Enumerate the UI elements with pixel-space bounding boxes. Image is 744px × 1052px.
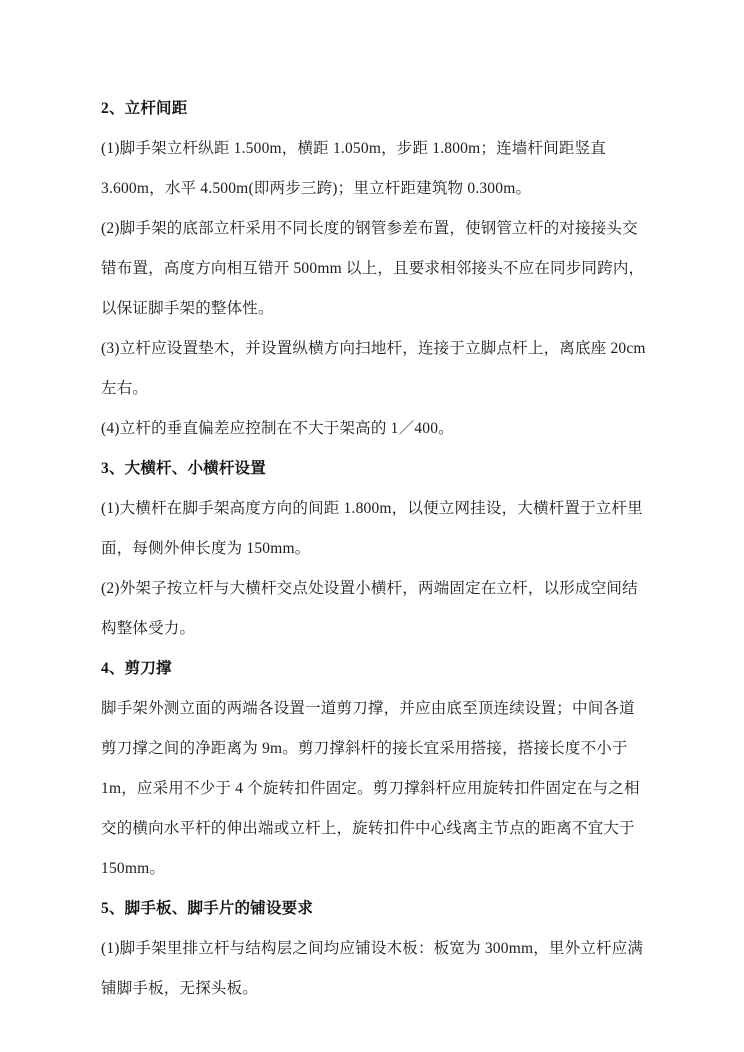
- body-paragraph: (1)脚手架里排立杆与结构层之间均应铺设木板：板宽为 300mm，里外立杆应满铺脚手板，无探头板。: [101, 940, 644, 997]
- section-heading: 5、脚手板、脚手片的铺设要求: [101, 900, 314, 917]
- body-paragraph: (2)脚手架的底部立杆采用不同长度的钢管参差布置，使钢管立杆的对接接头交错布置，高度方向相互错开 500mm 以上，且要求相邻接头不应在同步同跨内，以保证脚手架的整体性。: [101, 220, 645, 317]
- body-paragraph: (1)脚手架立杆纵距 1.500m，横距 1.050m，步距 1.800m；连墙杆间距竖直3.600m，水平 4.500m(即两步三跨)；里立杆距建筑物 0.300m。: [101, 140, 606, 197]
- body-paragraph: 脚手架外测立面的两端各设置一道剪刀撑，并应由底至顶连续设置；中间各道剪刀撑之间的净距离为 9m。剪刀撑斜杆的接长宜采用搭接，搭接长度不小于 1m，应采用不少于 4 个旋转扣件固定。剪刀撑斜杆应用旋转扣件固定在与之相交的横向水平杆的伸出端或立杆上，旋转扣件中心线离主节点的距离不宜大于 150mm。: [101, 700, 640, 877]
- document-content: [101, 89, 650, 1009]
- body-paragraph: (4)立杆的垂直偏差应控制在不大于架高的 1／400。: [101, 420, 454, 437]
- section-heading: 3、大横杆、小横杆设置: [101, 460, 266, 477]
- section-heading: 4、剪刀撑: [101, 660, 172, 677]
- body-paragraph: (1)大横杆在脚手架高度方向的间距 1.800m，以便立网挂设，大横杆置于立杆里面，每侧外伸长度为 150mm。: [101, 500, 643, 557]
- section-heading: 2、立杆间距: [101, 100, 188, 117]
- body-paragraph: (3)立杆应设置垫木，并设置纵横方向扫地杆，连接于立脚点杆上，离底座 20cm左右。: [101, 340, 646, 397]
- body-paragraph: (2)外架子按立杆与大横杆交点处设置小横杆，两端固定在立杆，以形成空间结构整体受力。: [101, 580, 638, 637]
